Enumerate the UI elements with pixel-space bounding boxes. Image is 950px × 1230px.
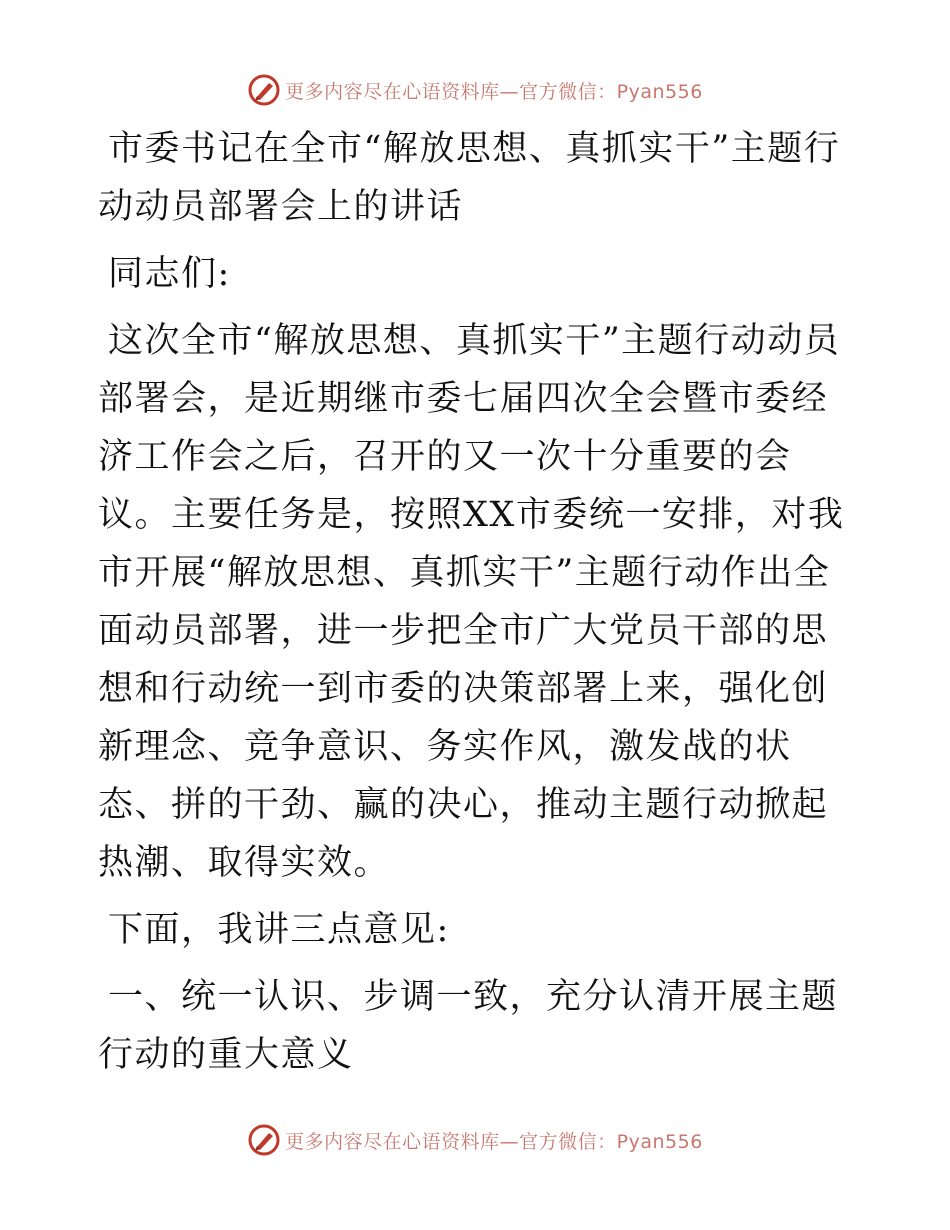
document-title: 市委书记在全市“解放思想、真抓实干”主题行动动员部署会上的讲话 xyxy=(98,129,841,227)
watermark-text: 更多内容尽在心语资料库—官方微信：Pyan556 xyxy=(285,1130,703,1153)
header-watermark xyxy=(0,70,950,110)
pen-circle-logo-icon xyxy=(247,1123,281,1157)
body-paragraph: 下面，我讲三点意见: xyxy=(108,910,450,950)
pen-circle-logo-icon xyxy=(247,73,281,107)
salutation: 同志们: xyxy=(108,254,231,294)
footer-watermark xyxy=(0,1120,950,1160)
body-paragraph: 这次全市“解放思想、真抓实干”主题行动动员部署会，是近期继市委七届四次全会暨市委经济工作会之后，召开的又一次十分重要的会议。主要任务是，按照XX市委统一安排，对我市开展“解放思想、真抓实干”主题行动作出全面动员部署，进一步把全市广大党员干部的思想和行动统一到市委的决策部署上来，强化创新理念、竞争意识、务实作风，激发战的状态、拼的干劲、赢的决心，推动主题行动掀起热潮、取得实效。 xyxy=(98,321,845,883)
watermark-text: 更多内容尽在心语资料库—官方微信：Pyan556 xyxy=(285,80,703,103)
section-heading: 一、统一认识、步调一致，充分认清开展主题行动的重大意义 xyxy=(98,977,839,1075)
document-body xyxy=(98,120,858,1093)
